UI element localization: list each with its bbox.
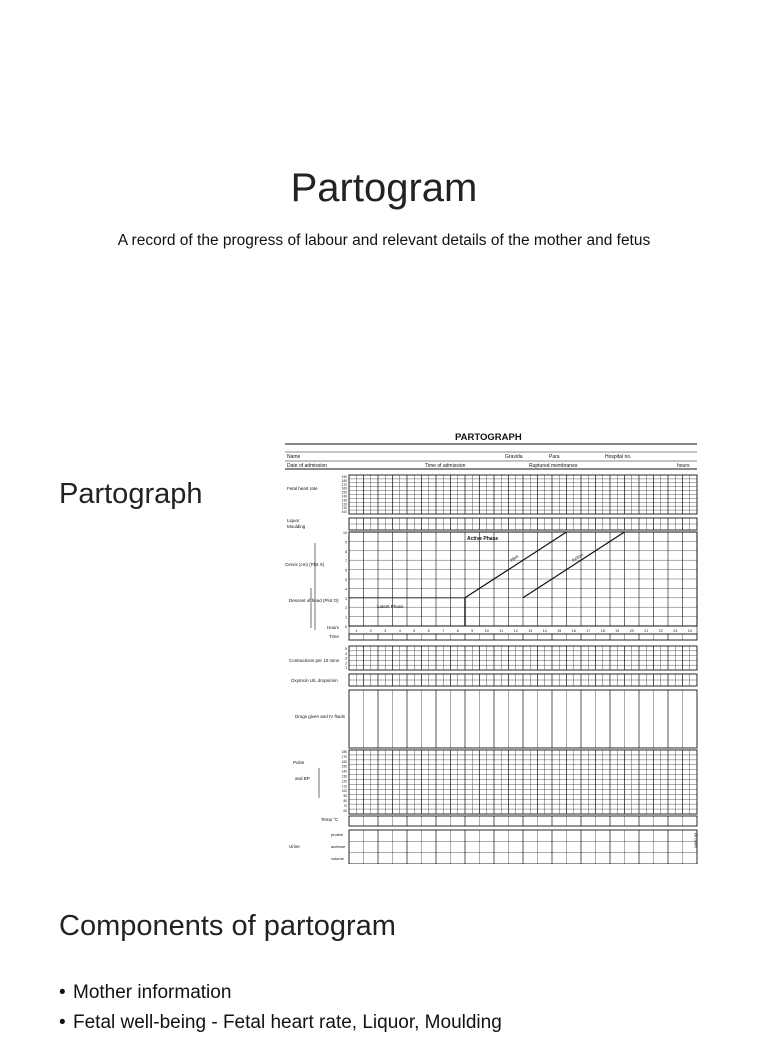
pulse-tick: 60 xyxy=(343,808,347,813)
header-date-admission: Date of admission xyxy=(287,463,328,469)
slide-subtitle: A record of the progress of labour and relevant details of the mother and fetus xyxy=(117,232,651,249)
contraction-tick: 4 xyxy=(345,651,347,656)
cervix-tick: 4 xyxy=(345,587,347,592)
action-line-label: Action xyxy=(570,551,585,563)
fhr-tick: 150 xyxy=(341,490,347,495)
hours-label: Hours xyxy=(327,625,340,630)
partograph-figure xyxy=(285,428,701,864)
temp-label: Temp °C xyxy=(321,817,339,822)
fhr-tick: 170 xyxy=(341,482,347,487)
latent-phase-label: Latent Phase xyxy=(377,604,404,609)
cervix-tick: 10 xyxy=(343,531,347,535)
hour-tick: 16 xyxy=(571,629,576,633)
cervix-tick: 3 xyxy=(345,596,347,601)
hour-tick: 8 xyxy=(456,629,459,633)
hour-tick: 5 xyxy=(413,629,416,633)
pulse-tick: 120 xyxy=(341,779,347,784)
liquor-label: Liquor xyxy=(287,518,300,523)
urine-label: Urine xyxy=(289,844,300,849)
contraction-tick: 3 xyxy=(345,656,347,661)
active-phase-label: Active Phase xyxy=(467,536,499,542)
oxytocin-label: Oxytocin U/L drops/min xyxy=(291,678,338,683)
hour-tick: 21 xyxy=(644,629,649,633)
pulse-tick: 130 xyxy=(341,774,347,779)
hour-tick: 12 xyxy=(513,629,518,633)
pulse-label: Pulse xyxy=(293,760,305,765)
cervix-tick: 5 xyxy=(345,578,347,582)
hour-tick: 11 xyxy=(499,629,504,633)
contractions-label: Contractions per 10 mins xyxy=(289,658,340,663)
hour-tick: 7 xyxy=(442,629,445,633)
pulse-tick: 180 xyxy=(341,750,347,754)
hour-tick: 6 xyxy=(427,629,430,633)
alert-line-label: Alert xyxy=(508,553,520,563)
header-hospital-no: Hospital no. xyxy=(605,454,632,460)
components-heading: Components of partogram xyxy=(59,910,396,942)
fhr-tick: 110 xyxy=(341,506,347,511)
header-hours: hours xyxy=(677,463,690,469)
contraction-tick: 1 xyxy=(345,666,347,671)
urine-volume-label: volume xyxy=(331,856,344,861)
time-label: Time xyxy=(329,634,339,639)
pulse-tick: 140 xyxy=(341,769,347,774)
hour-tick: 20 xyxy=(629,629,634,633)
hour-tick: 19 xyxy=(615,629,620,633)
pulse-tick: 80 xyxy=(343,799,347,803)
hour-tick: 9 xyxy=(471,629,474,633)
contraction-tick: 2 xyxy=(345,661,347,666)
hour-tick: 3 xyxy=(384,629,387,633)
fhr-tick: 140 xyxy=(341,494,347,499)
slide-title: Partogram xyxy=(290,166,478,210)
fhr-tick: 120 xyxy=(341,502,347,507)
cervix-tick: 0 xyxy=(345,625,347,629)
cervix-tick: 1 xyxy=(345,615,347,620)
action-line xyxy=(523,532,625,598)
moulding-label: Moulding xyxy=(287,524,306,529)
hour-tick: 24 xyxy=(687,629,692,633)
pulse-tick: 170 xyxy=(341,754,347,759)
fhr-tick: 180 xyxy=(341,478,347,483)
partograph-title: PARTOGRAPH xyxy=(455,432,522,443)
cervix-tick: 7 xyxy=(345,559,347,564)
partograph-chart xyxy=(285,428,701,864)
hour-tick: 18 xyxy=(600,629,605,633)
drugs-label: Drugs given and IV fluids xyxy=(295,714,346,719)
contraction-tick: 5 xyxy=(345,647,347,651)
hour-tick: 23 xyxy=(673,629,678,633)
hour-tick: 17 xyxy=(586,629,591,633)
hour-tick: 22 xyxy=(658,629,663,633)
descent-label: Descent of head (Plot O) xyxy=(289,598,339,603)
hour-tick: 4 xyxy=(398,629,401,633)
hour-tick: 1 xyxy=(355,629,358,633)
urine-acetone-label: acetone xyxy=(331,844,346,849)
fhr-tick: 130 xyxy=(341,498,347,503)
pulse-tick: 160 xyxy=(341,759,347,764)
components-list xyxy=(59,982,502,1042)
pulse-tick: 90 xyxy=(343,794,347,799)
list-item: • Mother information xyxy=(59,982,502,1004)
hour-tick: 2 xyxy=(369,629,372,633)
hour-tick: 10 xyxy=(484,629,489,633)
partograph-heading: Partograph xyxy=(59,478,203,510)
fhr-tick: 100 xyxy=(341,510,347,515)
cervix-tick: 9 xyxy=(345,540,347,545)
header-name: Name xyxy=(287,454,301,460)
hour-tick: 14 xyxy=(542,629,547,633)
cervix-label: Cervix (cm) (Plot X) xyxy=(285,562,325,567)
pulse-tick: 110 xyxy=(341,784,347,789)
hour-tick: 13 xyxy=(528,629,533,633)
fhr-tick: 160 xyxy=(341,486,347,491)
header-time-admission: Time of admission xyxy=(425,463,466,469)
header-gravida: Gravida xyxy=(505,454,523,460)
urine-protein-label: protein xyxy=(331,832,344,837)
pulse-tick: 150 xyxy=(341,764,347,769)
pulse-tick: 70 xyxy=(343,803,347,808)
pulse-tick: 100 xyxy=(341,789,347,794)
header-ruptured-membranes: Ruptured membranes xyxy=(529,463,578,469)
cervix-tick: 6 xyxy=(345,568,347,573)
fhr-tick: 190 xyxy=(341,475,347,479)
list-item: • Fetal well-being - Fetal heart rate, Liquor, Moulding xyxy=(59,1012,502,1034)
partograph-grid xyxy=(285,444,697,864)
bp-label: and BP xyxy=(295,776,310,781)
header-para: Para xyxy=(549,454,560,460)
cervix-tick: 2 xyxy=(345,606,347,611)
fhr-label: Fetal heart rate xyxy=(287,486,318,491)
cervix-tick: 8 xyxy=(345,549,347,554)
side-code: WHO 88 xyxy=(693,832,698,848)
hour-tick: 15 xyxy=(557,629,562,633)
